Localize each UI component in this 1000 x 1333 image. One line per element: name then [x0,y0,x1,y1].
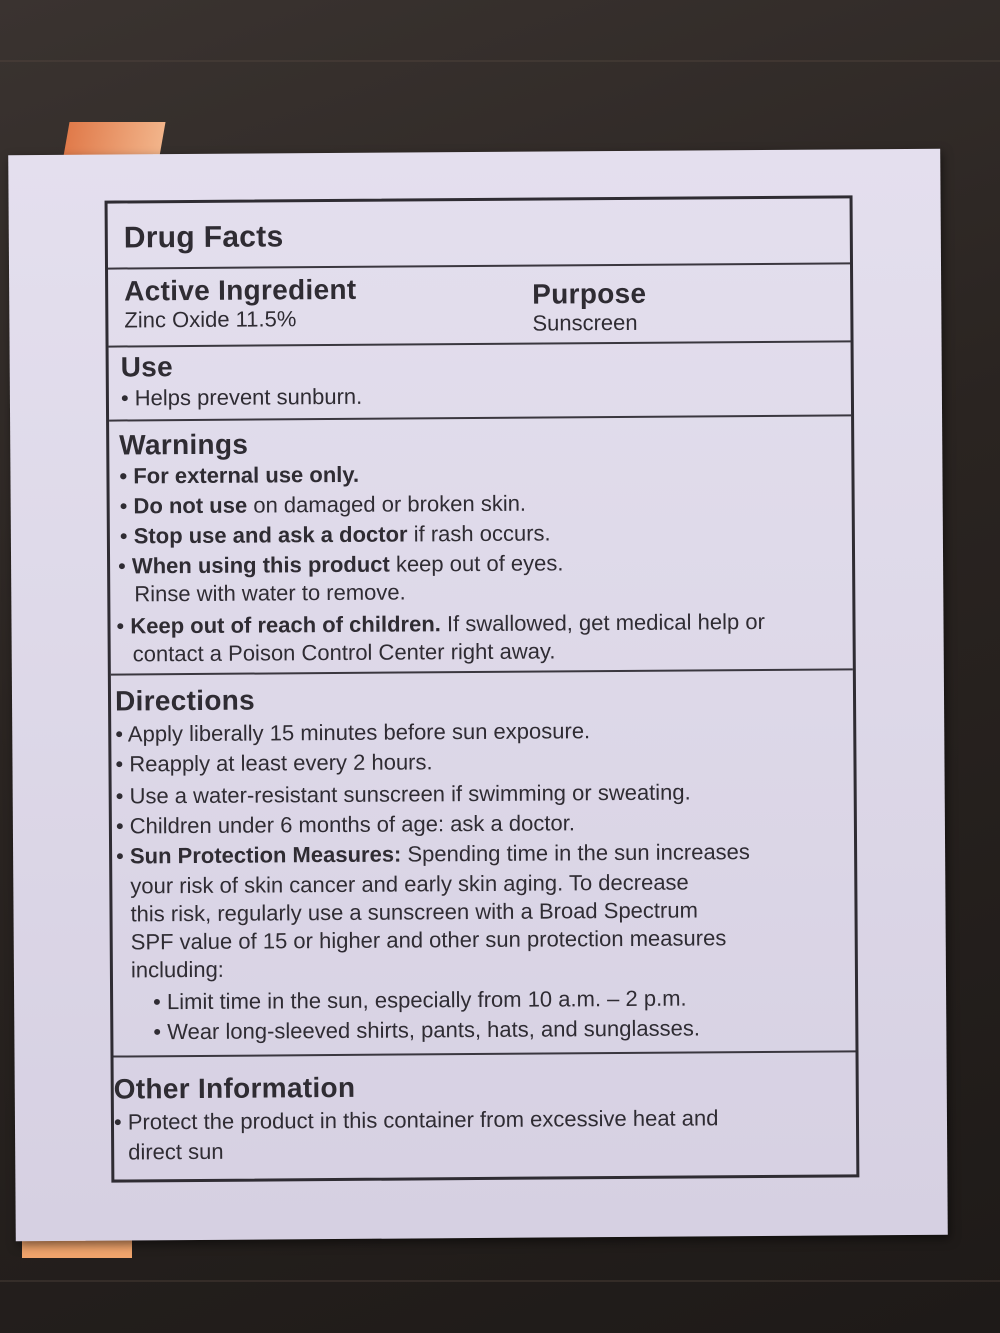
purpose-heading: Purpose [532,277,647,310]
other-information-item: • Protect the product in this container from excessive heat and [114,1103,719,1137]
warning-item [118,548,564,581]
divider [109,414,851,421]
wood-grain [0,60,1000,62]
warning-continuation: contact a Poison Control Center right away. [132,638,556,667]
product-box [8,149,948,1241]
warning-text: keep out of eyes. [389,550,564,577]
direction-item [116,837,750,871]
direction-item: • Children under 6 months of age: ask a doctor. [116,808,575,841]
warning-item: • For external use only. [119,460,359,492]
warning-bold: Stop use and ask a doctor [133,521,408,549]
warnings-heading: Warnings [119,428,249,461]
warning-text: on damaged or broken skin. [247,490,527,518]
direction-item: • Use a water-resistant sunscreen if swimming or sweating. [116,778,691,812]
sub-direction-item: • Wear long-sleeved shirts, pants, hats, and sunglasses. [153,1013,700,1047]
wood-grain [0,1280,1000,1282]
divider [111,668,853,675]
divider [114,1050,856,1057]
warning-bold: When using this product [131,551,390,579]
direction-item: • Apply liberally 15 minutes before sun exposure. [115,716,590,749]
drug-facts-panel [105,195,860,1182]
warning-bold: Do not use [133,492,248,519]
warning-text: if rash occurs. [407,520,551,547]
warning-item [120,518,551,551]
use-heading: Use [120,351,174,383]
purpose-value: Sunscreen [532,309,638,336]
direction-continuation: this risk, regularly use a sunscreen with a Broad Spectrum [130,897,698,927]
direction-continuation: your risk of skin cancer and early skin aging. To decrease [130,869,689,899]
drug-facts-title: Drug Facts [123,220,284,255]
directions-heading: Directions [114,684,256,717]
direction-text: Spending time in the sun increases [401,839,750,867]
sub-direction-item: • Limit time in the sun, especially from 10 a.m. – 2 p.m. [153,984,687,1018]
direction-item: • Reapply at least every 2 hours. [115,747,432,779]
direction-bold: Sun Protection Measures: [129,841,402,869]
warning-item [120,489,527,522]
warning-text: If swallowed, get medical help or [440,608,765,637]
use-item: • Helps prevent sunburn. [121,382,363,414]
direction-continuation: including: [130,956,224,983]
active-ingredient-value: Zinc Oxide 11.5% [124,306,297,333]
divider [109,340,851,347]
divider [108,262,850,269]
other-information-continuation: direct sun [128,1138,224,1165]
other-information-heading: Other Information [113,1071,356,1105]
warning-continuation: Rinse with water to remove. [134,579,406,607]
warning-bold: Keep out of reach of children. [130,611,441,639]
active-ingredient-heading: Active Ingredient [124,273,357,307]
direction-continuation: SPF value of 15 or higher and other sun protection measures [130,925,727,955]
